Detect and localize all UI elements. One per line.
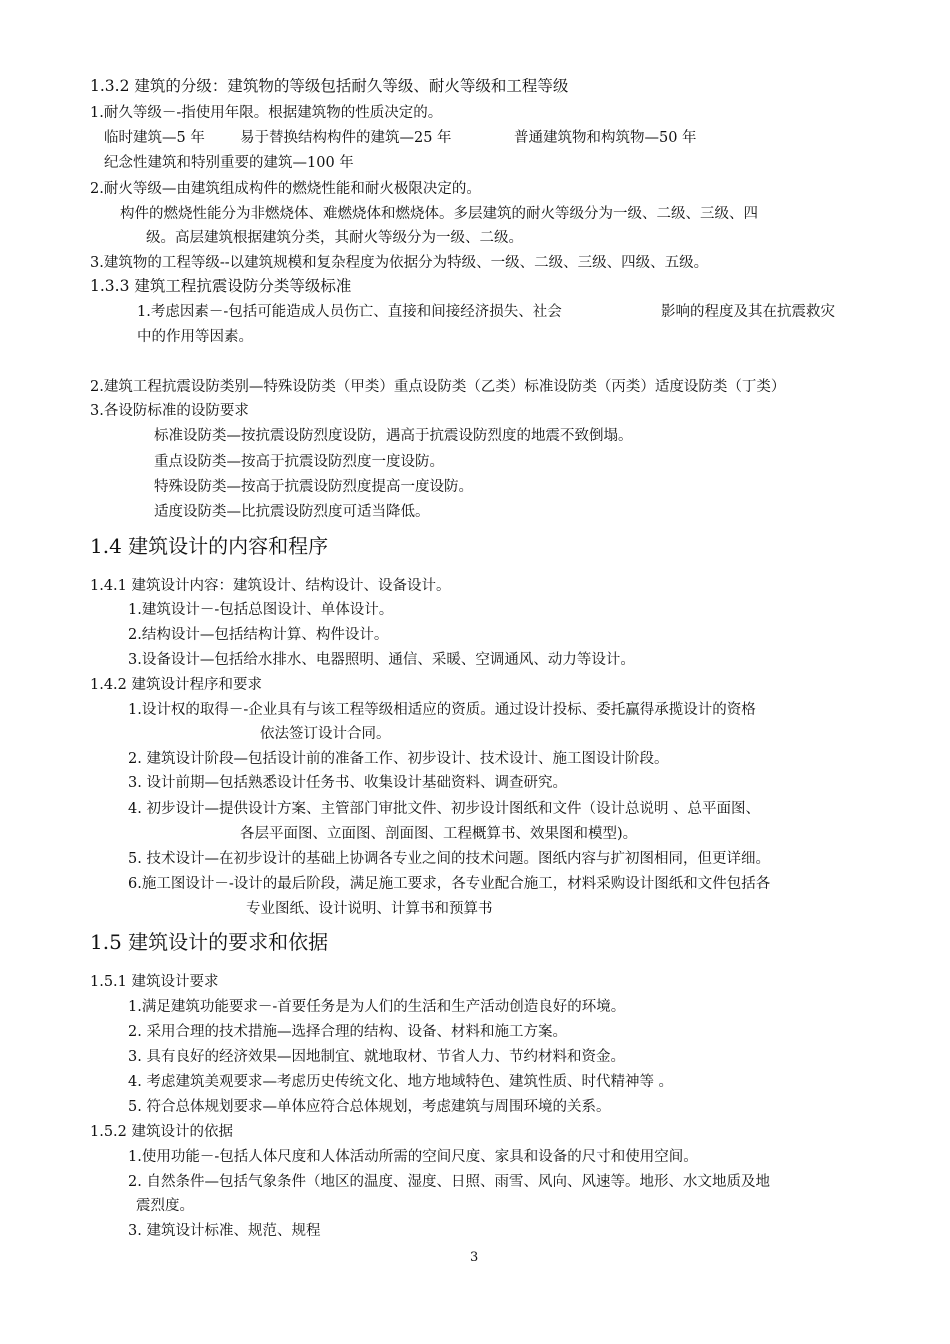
list-item: 适度设防类—比抗震设防烈度可适当降低。 xyxy=(154,504,430,520)
section-heading-1-4-2: 1.4.2 建筑设计程序和要求 xyxy=(90,677,263,693)
list-item: 2. 自然条件—包括气象条件（地区的温度、湿度、日照、雨雪、风向、风速等。地形、水文地质及地 xyxy=(128,1174,770,1190)
list-item: 3. 建筑设计标准、规范、规程 xyxy=(128,1223,321,1239)
list-item: 6.施工图设计－-设计的最后阶段，满足施工要求，各专业配合施工，材料采购设计图纸和文件包括各 xyxy=(128,876,771,892)
list-item: 1.使用功能－-包括人体尺度和人体活动所需的空间尺度、家具和设备的尺寸和使用空间。 xyxy=(128,1149,698,1165)
list-item: 1.设计权的取得－-企业具有与该工程等级相适应的资质。通过设计投标、委托赢得承揽设计的资格 xyxy=(128,702,756,718)
list-item: 2.结构设计—包括结构计算、构件设计。 xyxy=(128,627,389,643)
section-title-1-4: 1.4 建筑设计的内容和程序 xyxy=(90,534,329,558)
list-item: 1.考虑因素－-包括可能造成人员伤亡、直接和间接经济损失、社会 xyxy=(137,304,562,320)
list-item: 易于替换结构构件的建筑—25 年 xyxy=(240,130,452,146)
paragraph-line: 中的作用等因素。 xyxy=(137,329,253,345)
section-heading-1-5-2: 1.5.2 建筑设计的依据 xyxy=(90,1124,234,1140)
list-item: 特殊设防类—按高于抗震设防烈度提高一度设防。 xyxy=(154,479,473,495)
section-title-1-5: 1.5 建筑设计的要求和依据 xyxy=(90,930,329,954)
paragraph-line: 专业图纸、设计说明、计算书和预算书 xyxy=(246,901,493,917)
list-item: 临时建筑—5 年 xyxy=(104,130,205,146)
list-item: 1.建筑设计－-包括总图设计、单体设计。 xyxy=(128,602,394,618)
list-item: 1.满足建筑功能要求－-首要任务是为人们的生活和生产活动创造良好的环境。 xyxy=(128,999,626,1015)
list-item: 影响的程度及其在抗震救灾 xyxy=(661,304,835,320)
list-item: 重点设防类—按高于抗震设防烈度一度设防。 xyxy=(154,454,444,470)
section-heading-1-5-1: 1.5.1 建筑设计要求 xyxy=(90,974,219,990)
paragraph-line: 各层平面图、立面图、剖面图、工程概算书、效果图和模型)。 xyxy=(240,826,638,842)
list-item: 3. 设计前期—包括熟悉设计任务书、收集设计基础资料、调查研究。 xyxy=(128,775,567,791)
list-item: 4. 考虑建筑美观要求—考虑历史传统文化、地方地域特色、建筑性质、时代精神等 。 xyxy=(128,1074,674,1090)
list-item: 2. 采用合理的技术措施—选择合理的结构、设备、材料和施工方案。 xyxy=(128,1024,567,1040)
list-item: 1.耐久等级－-指使用年限。根据建筑物的性质决定的。 xyxy=(90,105,443,121)
list-item: 3. 具有良好的经济效果—因地制宜、就地取材、节省人力、节约材料和资金。 xyxy=(128,1049,625,1065)
paragraph-line: 震烈度。 xyxy=(136,1198,194,1214)
list-item: 5. 符合总体规划要求—单体应符合总体规划，考虑建筑与周围环境的关系。 xyxy=(128,1099,611,1115)
section-heading-1-4-1: 1.4.1 建筑设计内容：建筑设计、结构设计、设备设计。 xyxy=(90,578,451,594)
list-item: 3.建筑物的工程等级--以建筑规模和复杂程度为依据分为特级、一级、二级、三级、四级、五级。 xyxy=(90,255,709,271)
paragraph-line: 依法签订设计合同。 xyxy=(260,726,391,742)
list-item: 标准设防类—按抗震设防烈度设防，遇高于抗震设防烈度的地震不致倒塌。 xyxy=(154,428,633,444)
list-item: 2. 建筑设计阶段—包括设计前的准备工作、初步设计、技术设计、施工图设计阶段。 xyxy=(128,751,669,767)
list-item: 5. 技术设计—在初步设计的基础上协调各专业之间的技术问题。图纸内容与扩初图相同，但更详细。 xyxy=(128,851,770,867)
section-heading-1-3-2: 1.3.2 建筑的分级：建筑物的等级包括耐久等级、耐火等级和工程等级 xyxy=(90,77,569,95)
list-item: 4. 初步设计—提供设计方案、主管部门审批文件、初步设计图纸和文件（设计总说明 、总平面图、 xyxy=(128,801,761,817)
list-item: 3.各设防标准的设防要求 xyxy=(90,403,249,419)
paragraph-line: 级。高层建筑根据建筑分类，其耐火等级分为一级、二级。 xyxy=(146,230,523,246)
section-heading-1-3-3: 1.3.3 建筑工程抗震设防分类等级标准 xyxy=(90,277,352,295)
list-item: 普通建筑物和构筑物—50 年 xyxy=(514,130,697,146)
list-item: 2.耐火等级—由建筑组成构件的燃烧性能和耐火极限决定的。 xyxy=(90,181,481,197)
paragraph-line: 构件的燃烧性能分为非燃烧体、难燃烧体和燃烧体。多层建筑的耐火等级分为一级、二级、三级、四 xyxy=(120,206,758,222)
list-item: 纪念性建筑和特别重要的建筑—100 年 xyxy=(104,155,354,171)
list-item: 3.设备设计—包括给水排水、电器照明、通信、采暖、空调通风、动力等设计。 xyxy=(128,652,635,668)
page-number: 3 xyxy=(470,1250,479,1265)
list-item: 2.建筑工程抗震设防类别—特殊设防类（甲类）重点设防类（乙类）标准设防类（丙类）适度设防类（丁类） xyxy=(90,379,786,395)
